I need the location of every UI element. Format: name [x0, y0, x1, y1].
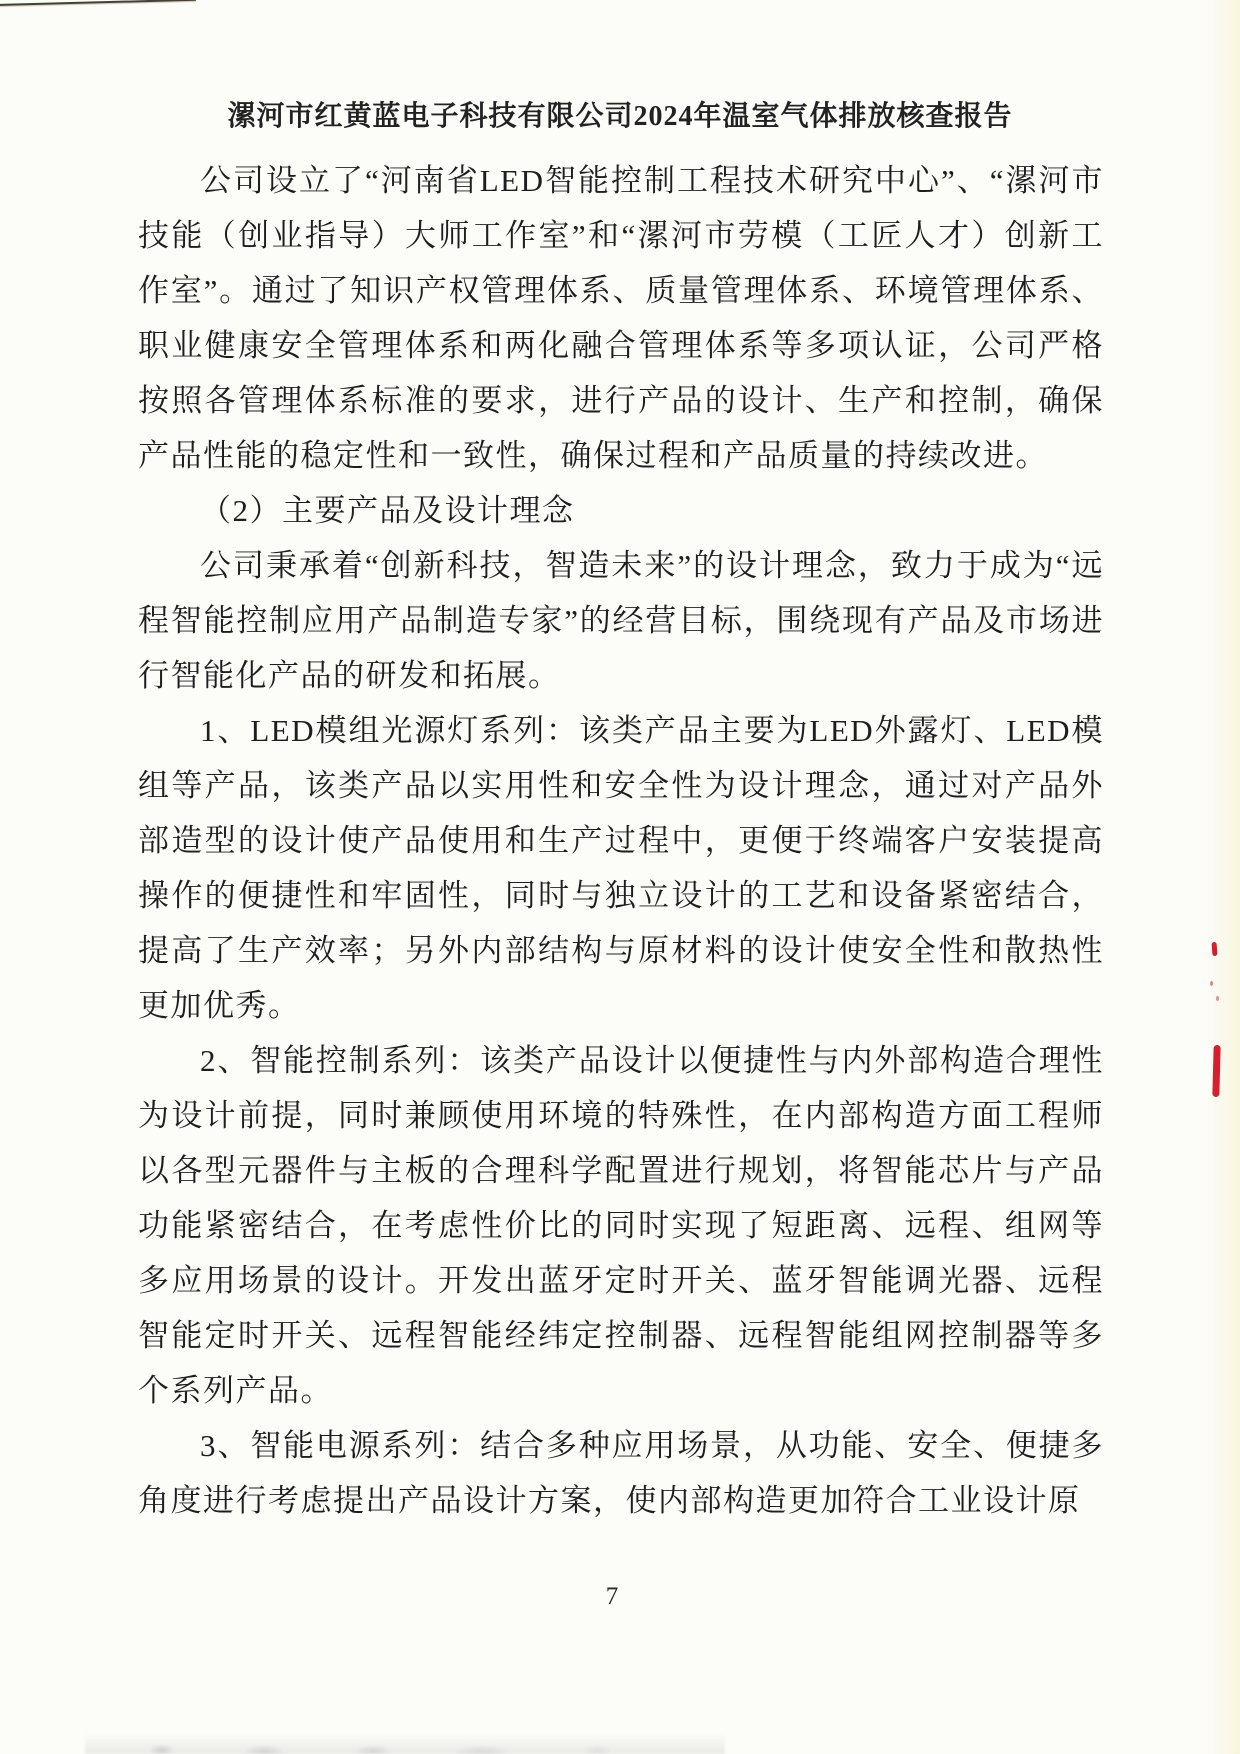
scan-artifact-smudge	[85, 1728, 725, 1754]
scan-edge-band	[1206, 0, 1240, 1754]
document-header: 漯河市红黄蓝电子科技有限公司2024年温室气体排放核查报告	[227, 101, 1013, 132]
page-number: 7	[605, 1583, 619, 1610]
scan-artifact-line	[0, 0, 196, 6]
paragraph: 3、智能电源系列：结合多种应用场景，从功能、安全、便捷多角度进行考虑提出产品设计方案，使内部构造更加符合工业设计原	[138, 1428, 1104, 1518]
paragraph: 公司秉承着“创新科技，智造未来”的设计理念，致力于成为“远程智能控制应用产品制造专家”的经营目标，围绕现有产品及市场进行智能化产品的研发和拓展。	[138, 548, 1104, 693]
red-pen-mark	[1216, 996, 1219, 1001]
red-pen-mark	[1212, 1045, 1220, 1097]
paragraph: 公司设立了“河南省LED智能控制工程技术研究中心”、“漯河市技能（创业指导）大师工作室”和“漯河市劳模（工匠人才）创新工作室”。通过了知识产权管理体系、质量管理体系、环境管理体系、职业健康安全管理体系和两化融合管理体系等多项认证，公司严格按照各管理体系标准的要求，进行产品的设计、生产和控制，确保产品性能的稳定性和一致性，确保过程和产品质量的持续改进。	[138, 163, 1104, 473]
document-body	[138, 153, 1104, 1528]
paragraph: 1、LED模组光源灯系列：该类产品主要为LED外露灯、LED模组等产品，该类产品以实用性和安全性为设计理念，通过对产品外部造型的设计使产品使用和生产过程中，更便于终端客户安装提高操作的便捷性和牢固性，同时与独立设计的工艺和设备紧密结合，提高了生产效率；另外内部结构与原材料的设计使安全性和散热性更加优秀。	[138, 713, 1104, 1023]
red-pen-mark	[1212, 942, 1218, 956]
paragraph: 2、智能控制系列：该类产品设计以便捷性与内外部构造合理性为设计前提，同时兼顾使用环境的特殊性，在内部构造方面工程师以各型元器件与主板的合理科学配置进行规划，将智能芯片与产品功能紧密结合，在考虑性价比的同时实现了短距离、远程、组网等多应用场景的设计。开发出蓝牙定时开关、蓝牙智能调光器、远程智能定时开关、远程智能经纬定控制器、远程智能组网控制器等多个系列产品。	[138, 1043, 1104, 1408]
red-pen-mark	[1210, 981, 1213, 986]
section-heading: （2）主要产品及设计理念	[200, 493, 575, 528]
